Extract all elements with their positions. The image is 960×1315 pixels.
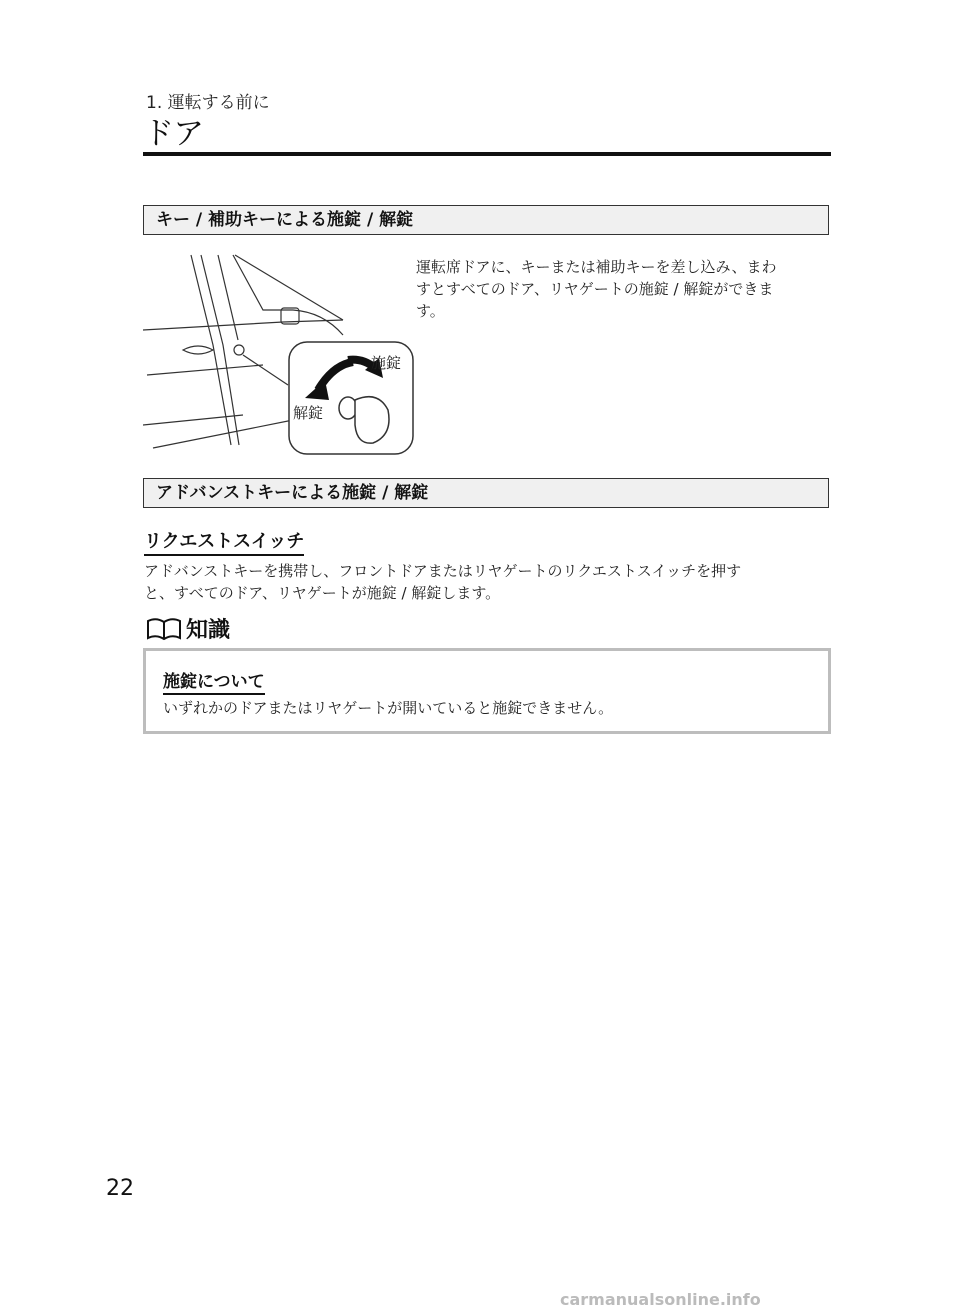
knowledge-title — [146, 613, 230, 644]
knowledge-label: 知識 — [186, 618, 231, 643]
lock-label: 施錠 — [371, 354, 402, 372]
book-icon — [146, 616, 182, 642]
subheading-request-switch: リクエストスイッチ — [144, 527, 304, 556]
page-number: 22 — [106, 1176, 134, 1201]
door-key-illustration — [143, 250, 418, 460]
watermark: carmanualsonline.info — [560, 1290, 761, 1309]
knowledge-box-text: いずれかのドアまたはリヤゲートが開いていると施錠できません。 — [163, 699, 614, 717]
text-line: と、すべてのドア、リヤゲートが施錠 / 解錠します。 — [144, 584, 501, 602]
text-line: アドバンストキーを携帯し、フロントドアまたはリヤゲートのリクエストスイッチを押す — [144, 562, 742, 580]
title-rule — [143, 152, 831, 156]
page-title: ドア — [143, 116, 205, 152]
knowledge-box — [143, 648, 831, 734]
section-heading-advanced-key: アドバンストキーによる施錠 / 解錠 — [143, 478, 829, 508]
knowledge-box-heading: 施錠について — [163, 667, 265, 695]
section2-text — [144, 560, 834, 604]
section1-text — [416, 256, 836, 322]
section-heading-key: キー / 補助キーによる施錠 / 解錠 — [143, 205, 829, 235]
text-line: す。 — [416, 302, 445, 320]
chapter-label: 1. 運転する前に — [146, 93, 270, 113]
text-line: すとすべてのドア、リヤゲートの施錠 / 解錠ができま — [416, 280, 774, 298]
unlock-label: 解錠 — [293, 404, 324, 422]
text-line: 運転席ドアに、キーまたは補助キーを差し込み、まわ — [416, 258, 777, 276]
